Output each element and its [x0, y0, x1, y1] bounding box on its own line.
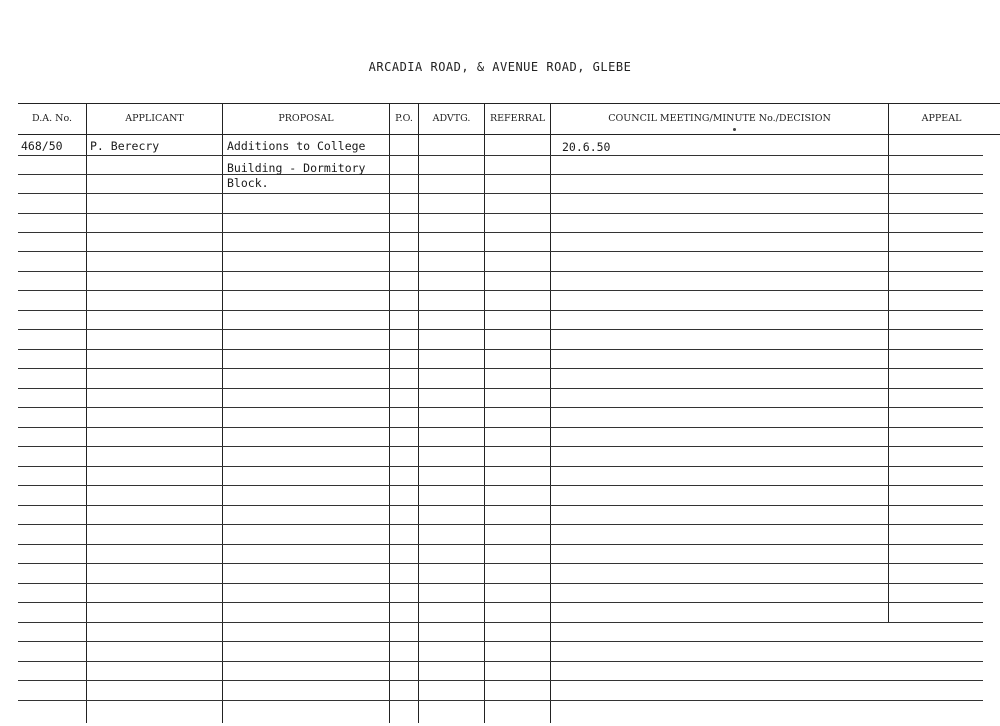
row-rule [18, 271, 983, 272]
column-divider [550, 103, 551, 723]
register-title: ARCADIA ROAD, & AVENUE ROAD, GLEBE [368, 60, 632, 74]
column-divider [86, 103, 87, 723]
row-rule [18, 193, 983, 194]
row-rule [18, 213, 983, 214]
row-rule [18, 446, 983, 447]
row-rule [18, 466, 983, 467]
cell-decision: 20.6.50 [562, 140, 611, 154]
row-rule [18, 563, 983, 564]
column-divider [418, 103, 419, 723]
cell-proposal-line-2: Building - Dormitory [227, 161, 366, 175]
header-appeal: APPEAL [921, 113, 962, 124]
header-referral: REFERRAL [489, 113, 546, 124]
cell-da-no: 468/50 [21, 139, 63, 153]
ink-speck [733, 128, 736, 131]
cell-proposal-line-1: Additions to College [227, 139, 366, 153]
row-rule [18, 290, 983, 291]
cell-applicant: P. Berecry [90, 139, 160, 153]
header-council-decision: COUNCIL MEETING/MINUTE No./DECISION [608, 113, 831, 124]
row-rule [18, 427, 983, 428]
column-divider [484, 103, 485, 723]
row-rule [18, 232, 983, 233]
row-rule [18, 485, 983, 486]
row-rule [18, 641, 983, 642]
row-rule [18, 174, 983, 175]
header-po: P.O. [395, 113, 413, 124]
cell-proposal-line-3: Block. [227, 176, 269, 190]
row-rule [18, 310, 983, 311]
row-rule [18, 388, 983, 389]
row-rule [18, 583, 983, 584]
row-rule [18, 661, 983, 662]
column-divider [222, 103, 223, 723]
row-rule [18, 155, 983, 156]
row-rule [18, 407, 983, 408]
row-rule [18, 524, 983, 525]
header-da-no: D.A. No. [31, 113, 73, 124]
header-applicant: APPLICANT [125, 113, 184, 124]
header-bottom-border [18, 134, 1000, 135]
row-rule [18, 602, 983, 603]
row-rule [18, 329, 983, 330]
column-divider [389, 103, 390, 723]
row-rule [18, 251, 983, 252]
row-rule [18, 680, 983, 681]
column-divider [888, 103, 889, 623]
row-rule [18, 544, 983, 545]
row-rule [18, 700, 983, 701]
header-advtg: ADVTG. [432, 113, 471, 124]
header-proposal: PROPOSAL [278, 113, 334, 124]
row-rule [18, 349, 983, 350]
row-rule [18, 368, 983, 369]
row-rule [18, 505, 983, 506]
row-rule [18, 622, 983, 623]
